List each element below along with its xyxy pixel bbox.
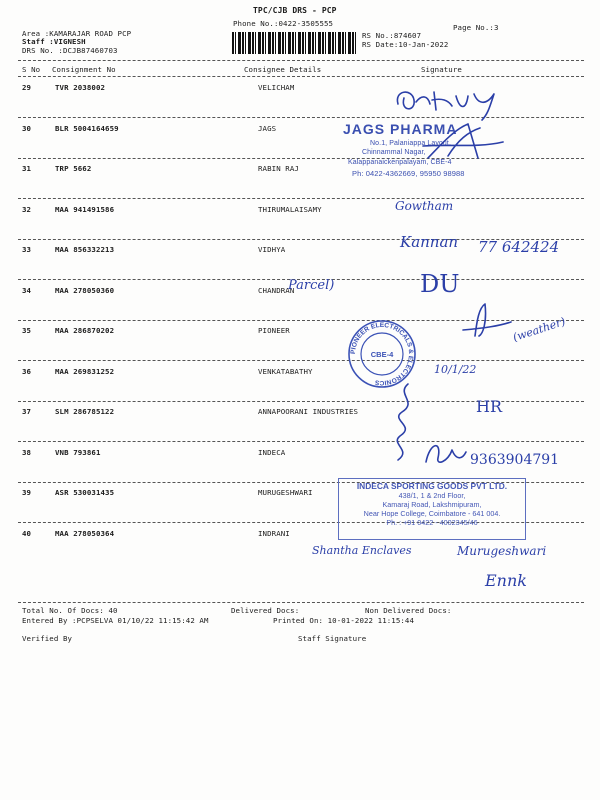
signature-velicham bbox=[390, 82, 530, 122]
table-row bbox=[0, 205, 600, 215]
drs-number: DRS No. :DCJB87460703 bbox=[22, 46, 118, 55]
table-row bbox=[0, 164, 600, 174]
row-consignment: MAA 269831252 bbox=[55, 366, 115, 376]
entered-by: Entered By :PCPSELVA 01/10/22 11:15:42 AM bbox=[22, 616, 209, 625]
pioneer-ring-text: PIONEER ELECTRICALS & ELECTRONICS bbox=[349, 321, 415, 387]
hw-hr: HR bbox=[476, 397, 502, 416]
table-row bbox=[0, 407, 600, 417]
row-sno: 39 bbox=[22, 488, 32, 497]
indeca-name: INDECA SPORTING GOODS PVT LTD. bbox=[356, 481, 508, 491]
row-consignee: INDECA bbox=[258, 447, 286, 457]
row-consignment: TVR 2038002 bbox=[55, 83, 106, 92]
hw-thirumalai-phone: 77 642424 bbox=[478, 238, 560, 256]
row-sno: 35 bbox=[22, 326, 32, 335]
row-sno: 40 bbox=[22, 528, 32, 538]
hw-goutham: Gowtham bbox=[395, 199, 454, 213]
indeca-stamp bbox=[338, 478, 526, 540]
hw-indrani: Ennk bbox=[485, 571, 527, 590]
hw-vidhya: DU bbox=[420, 270, 460, 298]
jags-stamp-line: Ph: 0422-4362669, 95950 98988 bbox=[352, 169, 465, 178]
row-consignee: INDRANI bbox=[258, 528, 290, 538]
row-consignment: VNB 793861 bbox=[55, 447, 101, 457]
row-consignment: MAA 278050364 bbox=[55, 528, 115, 538]
row-sno: 32 bbox=[22, 204, 32, 214]
hw-parcel: Parcel) bbox=[288, 278, 335, 293]
row-consignment: MAA 856332213 bbox=[55, 245, 115, 254]
row-consignment: ASR 530031435 bbox=[55, 488, 115, 497]
row-divider bbox=[18, 360, 584, 361]
row-sno: 33 bbox=[22, 245, 32, 254]
row-consignee: MURUGESHWARI bbox=[258, 488, 313, 497]
page-number: Page No.:3 bbox=[453, 23, 499, 32]
row-consignee: JAGS bbox=[258, 123, 277, 133]
hw-shantha: Shantha Enclaves bbox=[312, 544, 412, 557]
non-delivered-docs: Non Delivered Docs: bbox=[365, 606, 452, 615]
row-divider bbox=[18, 441, 584, 442]
row-consignee: THIRUMALAISAMY bbox=[258, 204, 322, 214]
row-consignment: MAA 941491586 bbox=[55, 204, 115, 214]
total-docs: Total No. Of Docs: 40 bbox=[22, 606, 118, 615]
col-sno: S No bbox=[22, 65, 41, 74]
verified-by: Verified By bbox=[22, 634, 73, 643]
indeca-line: Near Hope College, Coimbatore - 641 004. bbox=[363, 509, 501, 518]
indeca-line: Kamaraj Road, Lakshmipuram, bbox=[382, 500, 482, 509]
divider bbox=[18, 60, 584, 61]
jags-stamp-line: No.1, Palaniappa Layout, bbox=[370, 140, 452, 147]
row-sno: 38 bbox=[22, 447, 32, 457]
row-consignee: VENKATABATHY bbox=[258, 366, 313, 376]
staff-label: Staff :VIGNESH bbox=[22, 37, 86, 46]
signature-annapoorani bbox=[420, 436, 470, 468]
row-consignee: RABIN RAJ bbox=[258, 164, 299, 173]
jags-stamp-title: JAGS PHARMA bbox=[343, 121, 458, 137]
row-consignee: VELICHAM bbox=[258, 83, 295, 92]
phone-number: Phone No.:0422-3505555 bbox=[233, 19, 334, 28]
col-signature: Signature bbox=[421, 65, 462, 74]
pioneer-center-text: CBE-4 bbox=[370, 350, 394, 359]
row-sno: 31 bbox=[22, 164, 32, 173]
divider bbox=[18, 76, 584, 77]
row-sno: 36 bbox=[22, 366, 32, 376]
hw-date-note: 10/1/22 bbox=[434, 363, 477, 376]
divider bbox=[18, 602, 584, 603]
hw-thirumalai-sign: Kannan bbox=[400, 233, 459, 251]
rs-number: RS No.:874607 bbox=[362, 31, 422, 40]
hw-murugeshwari: Murugeshwari bbox=[457, 544, 547, 558]
row-divider bbox=[18, 198, 584, 199]
row-sno: 30 bbox=[22, 123, 32, 133]
rs-date: RS Date:10-Jan-2022 bbox=[362, 40, 449, 49]
row-consignment: MAA 278050360 bbox=[55, 285, 115, 295]
hw-weather: (weather) bbox=[511, 314, 568, 345]
col-consignee: Consignee Details bbox=[244, 65, 322, 74]
row-consignment: SLM 286785122 bbox=[55, 407, 115, 416]
jags-stamp-line: Chinnammal Nagar, bbox=[362, 149, 426, 156]
row-sno: 37 bbox=[22, 407, 32, 416]
staff-signature: Staff Signature bbox=[298, 634, 367, 643]
row-sno: 29 bbox=[22, 83, 32, 92]
indeca-line: 438/1, 1 & 2nd Floor, bbox=[398, 491, 466, 500]
jags-stamp-line: Kalappanaickenpalayam, CBE-4 bbox=[348, 159, 452, 166]
row-consignment: TRP 5662 bbox=[55, 164, 92, 173]
area-label: Area :KAMARAJAR ROAD PCP bbox=[22, 29, 132, 38]
delivered-docs: Delivered Docs: bbox=[231, 606, 300, 615]
indeca-line: Ph. : +91 0422 - 4002345/46 bbox=[386, 518, 478, 527]
row-consignee: VIDHYA bbox=[258, 245, 286, 254]
row-consignee: ANNAPOORANI INDUSTRIES bbox=[258, 407, 359, 416]
printed-on: Printed On: 10-01-2022 11:15:44 bbox=[273, 616, 415, 625]
document-title: TPC/CJB DRS - PCP bbox=[253, 6, 337, 15]
signature-jags bbox=[408, 118, 518, 163]
signature-chandran bbox=[455, 300, 515, 340]
barcode bbox=[232, 32, 356, 54]
row-consignment: BLR 5004164659 bbox=[55, 123, 119, 133]
row-consignee: CHANDRAN bbox=[258, 285, 295, 295]
table-row bbox=[0, 367, 600, 377]
row-consignment: MAA 286870202 bbox=[55, 326, 115, 335]
row-sno: 34 bbox=[22, 285, 32, 295]
hw-annapoorani-phone: 9363904791 bbox=[470, 452, 560, 468]
col-consignment: Consignment No bbox=[52, 65, 116, 74]
row-consignee: PIONEER bbox=[258, 326, 290, 335]
